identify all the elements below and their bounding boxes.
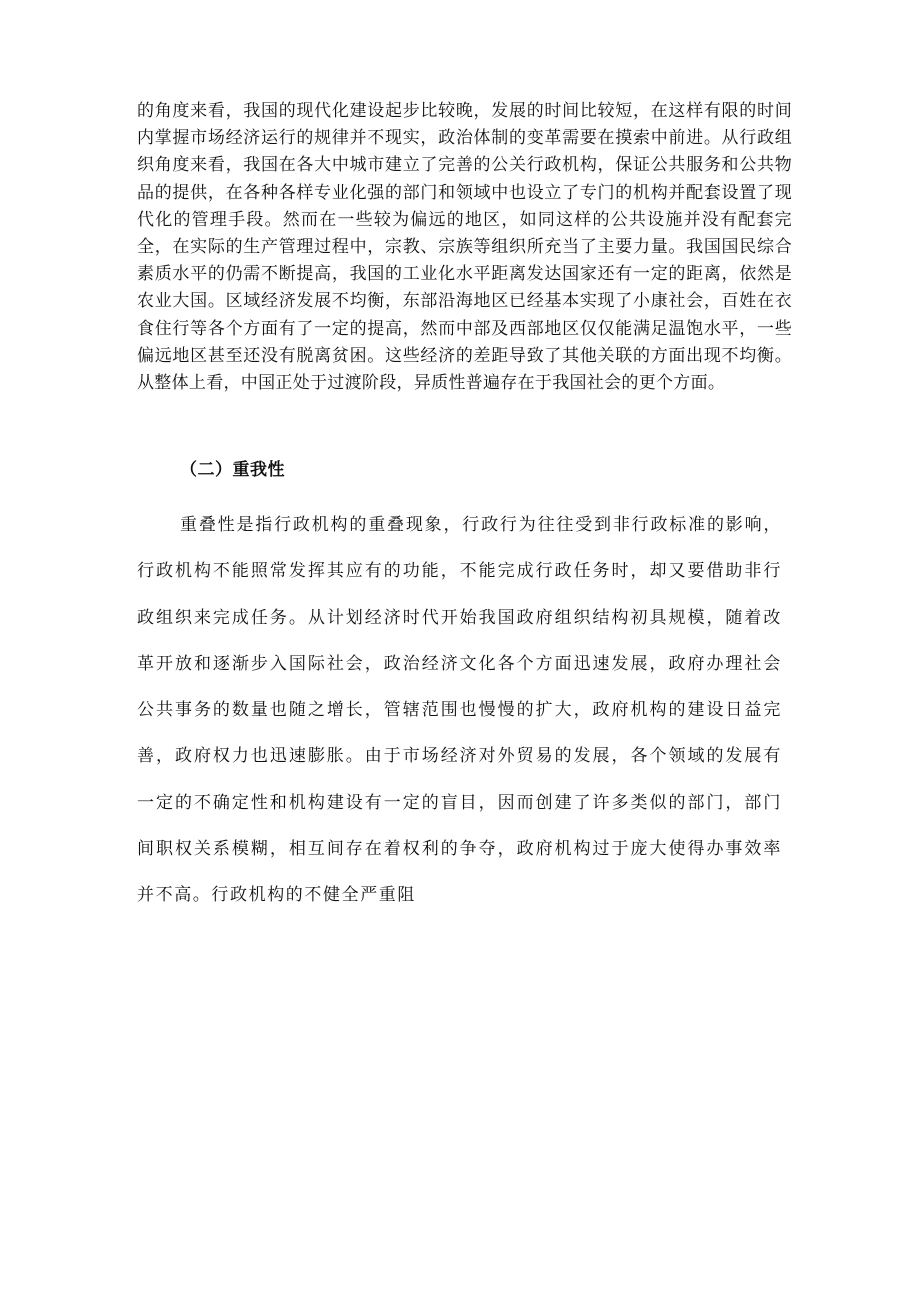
paragraph-body: 重叠性是指行政机构的重叠现象，行政行为往往受到非行政标准的影响，行政机构不能照常发挥其应有的功能，不能完成行政任务时，却又要借助非行政组织来完成任务。从计划经济时代开始我国政府组织结构初具规模，随着改革开放和逐渐步入国际社会，政治经济文化各个方面迅速发展，政府办理社会公共事务的数量也随之增长，管辖范围也慢慢的扩大，政府机构的建设日益完善，政府权力也迅速膨胀。由于市场经济对外贸易的发展，各个领域的发展有一定的不确定性和机构建设有一定的盲目，因而创建了许多类似的部门，部门间职权关系模糊，相互间存在着权利的争夺，政府机构过于庞大使得办事效率并不高。行政机构的不健全严重阻 <box>137 515 782 906</box>
section-heading: （二）重我性 <box>180 460 285 480</box>
paragraph-continued: 的角度来看，我国的现代化建设起步比较晚，发展的时间比较短，在这样有限的时间内掌握市场经济运行的规律并不现实，政治体制的变革需要在摸索中前进。从行政组织角度来看，我国在各大中城市建立了完善的公关行政机构，保证公共服务和公共物品的提供，在各种各样专业化强的部门和领域中也设立了专门的机构并配套设置了现代化的管理手段。然而在一些较为偏远的地区，如同这样的公共设施并没有配套完全，在实际的生产管理过程中，宗教、宗族等组织所充当了主要力量。我国国民综合素质水平的仍需不断提高，我国的工业化水平距离发达国家还有一定的距离，依然是农业大国。区域经济发展不均衡，东部沿海地区已经基本实现了小康社会，百姓在衣食住行等各个方面有了一定的提高，然而中部及西部地区仅仅能满足温饱水平，一些偏远地区甚至还没有脱离贫困。这些经济的差距导致了其他关联的方面出现不均衡。从整体上看，中国正处于过渡阶段，异质性普遍存在于我国社会的更个方面。 <box>137 101 792 394</box>
